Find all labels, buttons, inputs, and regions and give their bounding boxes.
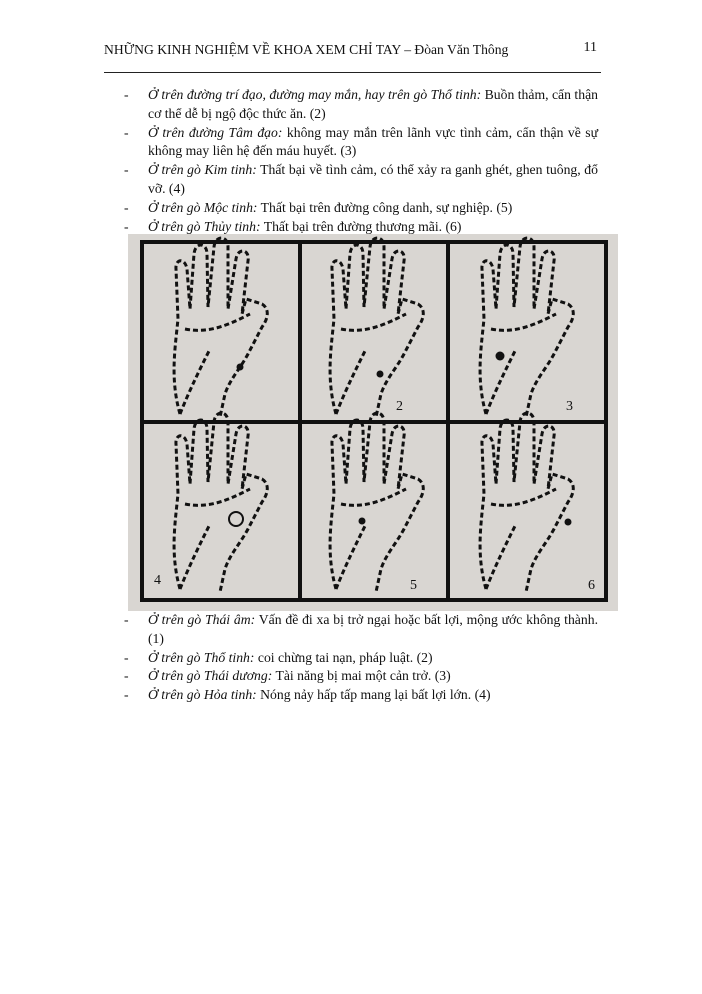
bullet-list-bottom <box>124 611 598 705</box>
item-label: Ở trên gò Thái dương: <box>148 668 273 684</box>
item-text: Buồn thảm, cẩn thận cơ thể dễ bị ngộ độc thức ăn. (2) <box>148 87 598 121</box>
palm-diagram-figure <box>128 234 618 611</box>
item-text: Vấn đề đi xa bị trở ngại hoặc bất lợi, mộng ước không thành. (1) <box>148 612 598 646</box>
panel-number: 4 <box>154 573 161 588</box>
panel-number: 6 <box>588 578 595 593</box>
palm-diagram <box>128 234 618 611</box>
item-text: Nóng nảy hấp tấp mang lại bất lợi lớn. (4) <box>256 687 491 703</box>
item-label: Ở trên gò Thủy tinh: <box>148 218 261 234</box>
list-item: - Ở trên đường Tâm đạo: không may mắn trên lãnh vực tình cảm, cẩn thận về sự không may liên hệ đến máu huyết. (3) <box>124 124 598 159</box>
header-rule <box>104 72 601 73</box>
list-item: - Ở trên gò Thổ tinh: coi chừng tai nạn, pháp luật. (2) <box>124 649 433 665</box>
panel-number: 5 <box>410 578 417 593</box>
item-label: Ở trên gò Kim tinh: <box>148 162 257 178</box>
item-text: Thất bại trên đường thương mãi. (6) <box>260 218 462 234</box>
item-label: Ở trên gò Thái âm: <box>148 612 256 627</box>
item-text: Tài năng bị mai một cản trở. (3) <box>272 668 451 684</box>
running-title: NHỮNG KINH NGHIỆM VỀ KHOA XEM CHỈ TAY – Đòan Văn Thông <box>104 42 509 57</box>
panel-number: 3 <box>566 399 573 414</box>
list-item: - Ở trên gò Kim tinh: Thất bại về tình cảm, có thể xảy ra ganh ghét, ghen tuông, đổ vỡ. (4) <box>124 162 598 196</box>
page-number: 11 <box>583 40 597 55</box>
item-text: không may mắn trên lãnh vực tình cảm, cẩn thận về sự không may liên hệ đến máu huyết. (3) <box>148 124 598 159</box>
item-label: Ở trên gò Hỏa tinh: <box>148 687 257 703</box>
item-text: coi chừng tai nạn, pháp luật. (2) <box>254 649 433 665</box>
list-item: - Ở trên gò Thủy tinh: Thất bại trên đường thương mãi. (6) <box>124 218 462 234</box>
panel-number: 2 <box>396 399 403 414</box>
page-header <box>104 40 601 62</box>
list-item: - Ở trên gò Hỏa tinh: Nóng nảy hấp tấp mang lại bất lợi lớn. (4) <box>124 687 491 703</box>
item-label: Ở trên đường trí đạo, đường may mắn, hay trên gò Thổ tinh: <box>148 87 482 102</box>
list-item: - Ở trên gò Thái dương: Tài năng bị mai một cản trở. (3) <box>124 668 451 684</box>
list-item: - Ở trên gò Thái âm: Vấn đề đi xa bị trở ngại hoặc bất lợi, mộng ước không thành. (1) <box>124 612 598 646</box>
list-item: - Ở trên gò Mộc tinh: Thất bại trên đường công danh, sự nghiệp. (5) <box>124 199 513 215</box>
item-label: Ở trên gò Thổ tinh: <box>148 649 255 665</box>
bullet-list-top <box>124 86 598 236</box>
item-label: Ở trên gò Mộc tinh: <box>148 199 258 215</box>
item-text: Thất bại về tình cảm, có thể xảy ra ganh ghét, ghen tuông, đổ vỡ. (4) <box>148 162 598 196</box>
item-label: Ở trên đường Tâm đạo: <box>148 124 283 140</box>
list-item: - Ở trên đường trí đạo, đường may mắn, hay trên gò Thổ tinh: Buồn thảm, cẩn thận cơ thể dễ bị ngộ độc thức ăn. (2) <box>124 87 598 121</box>
item-text: Thất bại trên đường công danh, sự nghiệp. (5) <box>257 199 513 215</box>
